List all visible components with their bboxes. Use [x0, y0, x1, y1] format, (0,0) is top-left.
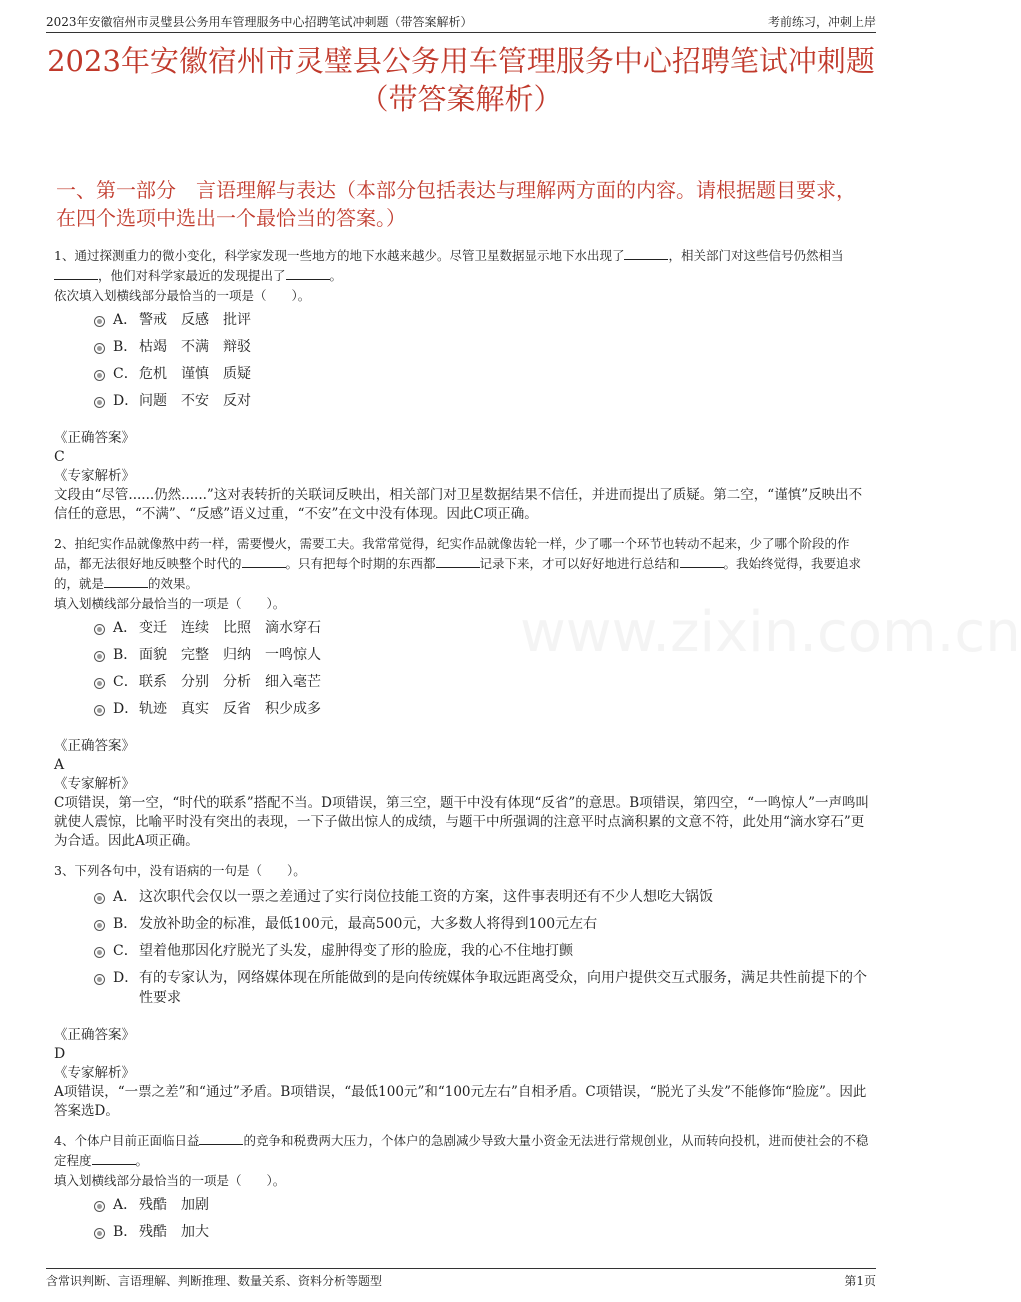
option-text: 变迁 连续 比照 滴水穿石 [139, 620, 321, 636]
answer-label: 《正确答案》 [54, 738, 135, 754]
section-heading: 一、第一部分 言语理解与表达（本部分包括表达与理解两方面的内容。请根据题目要求，在四个选项中选出一个最恰当的答案。） [56, 178, 856, 230]
header-doc-title: 2023年安徽宿州市灵璧县公务用车管理服务中心招聘笔试冲刺题（带答案解析） [46, 15, 473, 29]
option-a[interactable] [94, 1195, 874, 1215]
option-d[interactable] [94, 968, 874, 1008]
option-b[interactable] [94, 914, 874, 934]
option-a[interactable] [94, 887, 874, 907]
radio-icon[interactable] [94, 947, 105, 958]
stem-part: 。 [135, 1153, 149, 1168]
option-c[interactable] [94, 672, 874, 692]
option-letter: D． [113, 701, 139, 717]
option-text: 枯竭 不满 辩驳 [139, 339, 251, 355]
blank-line [680, 555, 724, 568]
question-stem [54, 246, 874, 286]
option-b[interactable] [94, 1222, 874, 1242]
blank-line [199, 1132, 243, 1145]
radio-icon[interactable] [94, 678, 105, 689]
stem-part: 。 [329, 268, 343, 283]
blank-line [286, 267, 330, 280]
page-title: 2023年安徽宿州市灵璧县公务用车管理服务中心招聘笔试冲刺题（带答案解析） [47, 44, 875, 116]
option-letter: A． [113, 620, 138, 636]
blank-line [54, 267, 98, 280]
radio-icon[interactable] [94, 316, 105, 327]
watermark: www.zixin.com.cn [520, 600, 1021, 665]
header-slogan: 考前练习，冲刺上岸 [767, 15, 876, 29]
option-letter: B． [113, 1224, 138, 1240]
question-prompt: 填入划横线部分最恰当的一项是（ ）。 [54, 596, 286, 611]
option-d[interactable] [94, 391, 874, 411]
explanation-text: C项错误，第一空，“时代的联系”搭配不当。D项错误，第三空，题干中没有体现“反省”的意思。B项错误，第四空，“一鸣惊人”一声鸣叫就使人震惊，比喻平时没有突出的表现，一下子做出惊人的成绩，与题干中所强调的注意平时点滴积累的文意不符，此处用“滴水穿石”更为合适。因此A项正确。 [54, 795, 869, 849]
radio-icon[interactable] [94, 920, 105, 931]
option-letter: B． [113, 339, 138, 355]
blank-line [624, 247, 668, 260]
option-text: 联系 分别 分析 细入毫芒 [139, 674, 321, 690]
radio-icon[interactable] [94, 1201, 105, 1212]
radio-icon[interactable] [94, 705, 105, 716]
question-1 [54, 246, 874, 524]
option-letter: C． [113, 943, 138, 959]
answer-label: 《正确答案》 [54, 1027, 135, 1043]
option-text: 问题 不安 反对 [139, 393, 251, 409]
option-letter: A． [113, 1197, 138, 1213]
option-c[interactable] [94, 941, 874, 961]
page-footer [46, 1268, 876, 1289]
explanation-label: 《专家解析》 [54, 1065, 135, 1081]
stem-part: 。只有把每个时期的东西都 [285, 556, 436, 571]
answer-value: A [54, 757, 65, 773]
option-text: 有的专家认为，网络媒体现在所能做到的是向传统媒体争取远距离受众，向用户提供交互式服务，满足共性前提下的个性要求 [139, 970, 867, 1006]
option-text: 危机 谨慎 质疑 [139, 366, 251, 382]
option-c[interactable] [94, 364, 874, 384]
explanation-text: 文段由“尽管......仍然......”这对表转折的关联词反映出，相关部门对卫星数据结果不信任，并进而提出了质疑。第二空，“谨慎”反映出不信任的意思，“不满”、“反感”语义过重，“不安”在文中没有体现。因此C项正确。 [54, 487, 863, 522]
question-2 [54, 534, 874, 851]
option-letter: D． [113, 970, 139, 986]
option-text: 望着他那因化疗脱光了头发，虚肿得变了形的脸庞，我的心不住地打颤 [139, 943, 573, 959]
radio-icon[interactable] [94, 651, 105, 662]
option-text: 面貌 完整 归纳 一鸣惊人 [139, 647, 321, 663]
option-text: 残酷 加剧 [139, 1197, 209, 1213]
option-text: 残酷 加大 [139, 1224, 209, 1240]
option-letter: B． [113, 647, 138, 663]
radio-icon[interactable] [94, 370, 105, 381]
question-stem [54, 534, 874, 594]
stem-part: 。我始终觉得，我要追求的，就是 [54, 556, 862, 591]
stem-part: ，他们对科学家最近的发现提出了 [98, 268, 286, 283]
option-letter: B． [113, 916, 138, 932]
radio-icon[interactable] [94, 343, 105, 354]
option-text: 警戒 反感 批评 [139, 312, 251, 328]
option-letter: A． [113, 889, 138, 905]
question-3 [54, 861, 874, 1121]
question-prompt: 填入划横线部分最恰当的一项是（ ）。 [54, 1173, 286, 1188]
stem-part: 的竞争和税费两大压力，个体户的急剧减少导致大量小资金无法进行常规创业，从而转向投机，进而使社会的不稳定程度 [54, 1133, 869, 1168]
stem-part: 2、拍纪实作品就像熬中药一样，需要慢火，需要工夫。我常常觉得，纪实作品就像齿轮一样，少了哪一个环节也转动不起来，少了哪个阶段的作品，都无法很好地反映整个时代的 [54, 536, 850, 571]
answer-label: 《正确答案》 [54, 430, 135, 446]
stem-part: 4、个体户目前正面临日益 [54, 1133, 200, 1148]
blank-line [104, 575, 148, 588]
question-stem [54, 1131, 874, 1171]
explanation-text: A项错误，“一票之差”和“通过”矛盾。B项错误，“最低100元”和“100元左右”自相矛盾。C项错误，“脱光了头发”不能修饰“脸庞”。因此答案选D。 [54, 1084, 867, 1119]
option-a[interactable] [94, 618, 874, 638]
stem-part: ，相关部门对这些信号仍然相当 [668, 248, 844, 263]
page-header [46, 10, 876, 33]
answer-value: C [54, 449, 65, 465]
option-text: 这次职代会仅以一票之差通过了实行岗位技能工资的方案，这件事表明还有不少人想吃大锅饭 [139, 889, 713, 905]
option-letter: D． [113, 393, 139, 409]
question-4 [54, 1131, 874, 1242]
stem-part: 记录下来，才可以好好地进行总结和 [479, 556, 680, 571]
footer-topics: 含常识判断、言语理解、判断推理、数量关系、资料分析等题型 [46, 1274, 383, 1288]
radio-icon[interactable] [94, 974, 105, 985]
question-prompt: 依次填入划横线部分最恰当的一项是（ ）。 [54, 288, 311, 303]
option-d[interactable] [94, 699, 874, 719]
question-list [54, 246, 874, 1249]
stem-part: 的效果。 [148, 576, 199, 591]
radio-icon[interactable] [94, 1228, 105, 1239]
option-text: 轨迹 真实 反省 积少成多 [139, 701, 321, 717]
explanation-label: 《专家解析》 [54, 776, 135, 792]
blank-line [242, 555, 286, 568]
answer-value: D [54, 1046, 66, 1062]
radio-icon[interactable] [94, 397, 105, 408]
explanation-label: 《专家解析》 [54, 468, 135, 484]
option-b[interactable] [94, 337, 874, 357]
blank-line [92, 1152, 136, 1165]
stem-part: 1、通过探测重力的微小变化，科学家发现一些地方的地下水越来越少。尽管卫星数据显示地下水出现了 [54, 248, 625, 263]
question-stem: 3、下列各句中，没有语病的一句是（ ）。 [54, 863, 306, 878]
option-a[interactable] [94, 310, 874, 330]
blank-line [436, 555, 480, 568]
radio-icon[interactable] [94, 893, 105, 904]
option-letter: C． [113, 366, 138, 382]
option-letter: A． [113, 312, 138, 328]
radio-icon[interactable] [94, 624, 105, 635]
option-text: 发放补助金的标准，最低100元，最高500元，大多数人将得到100元左右 [139, 916, 598, 932]
page-number: 第1页 [844, 1274, 876, 1288]
option-letter: C． [113, 674, 138, 690]
option-b[interactable] [94, 645, 874, 665]
